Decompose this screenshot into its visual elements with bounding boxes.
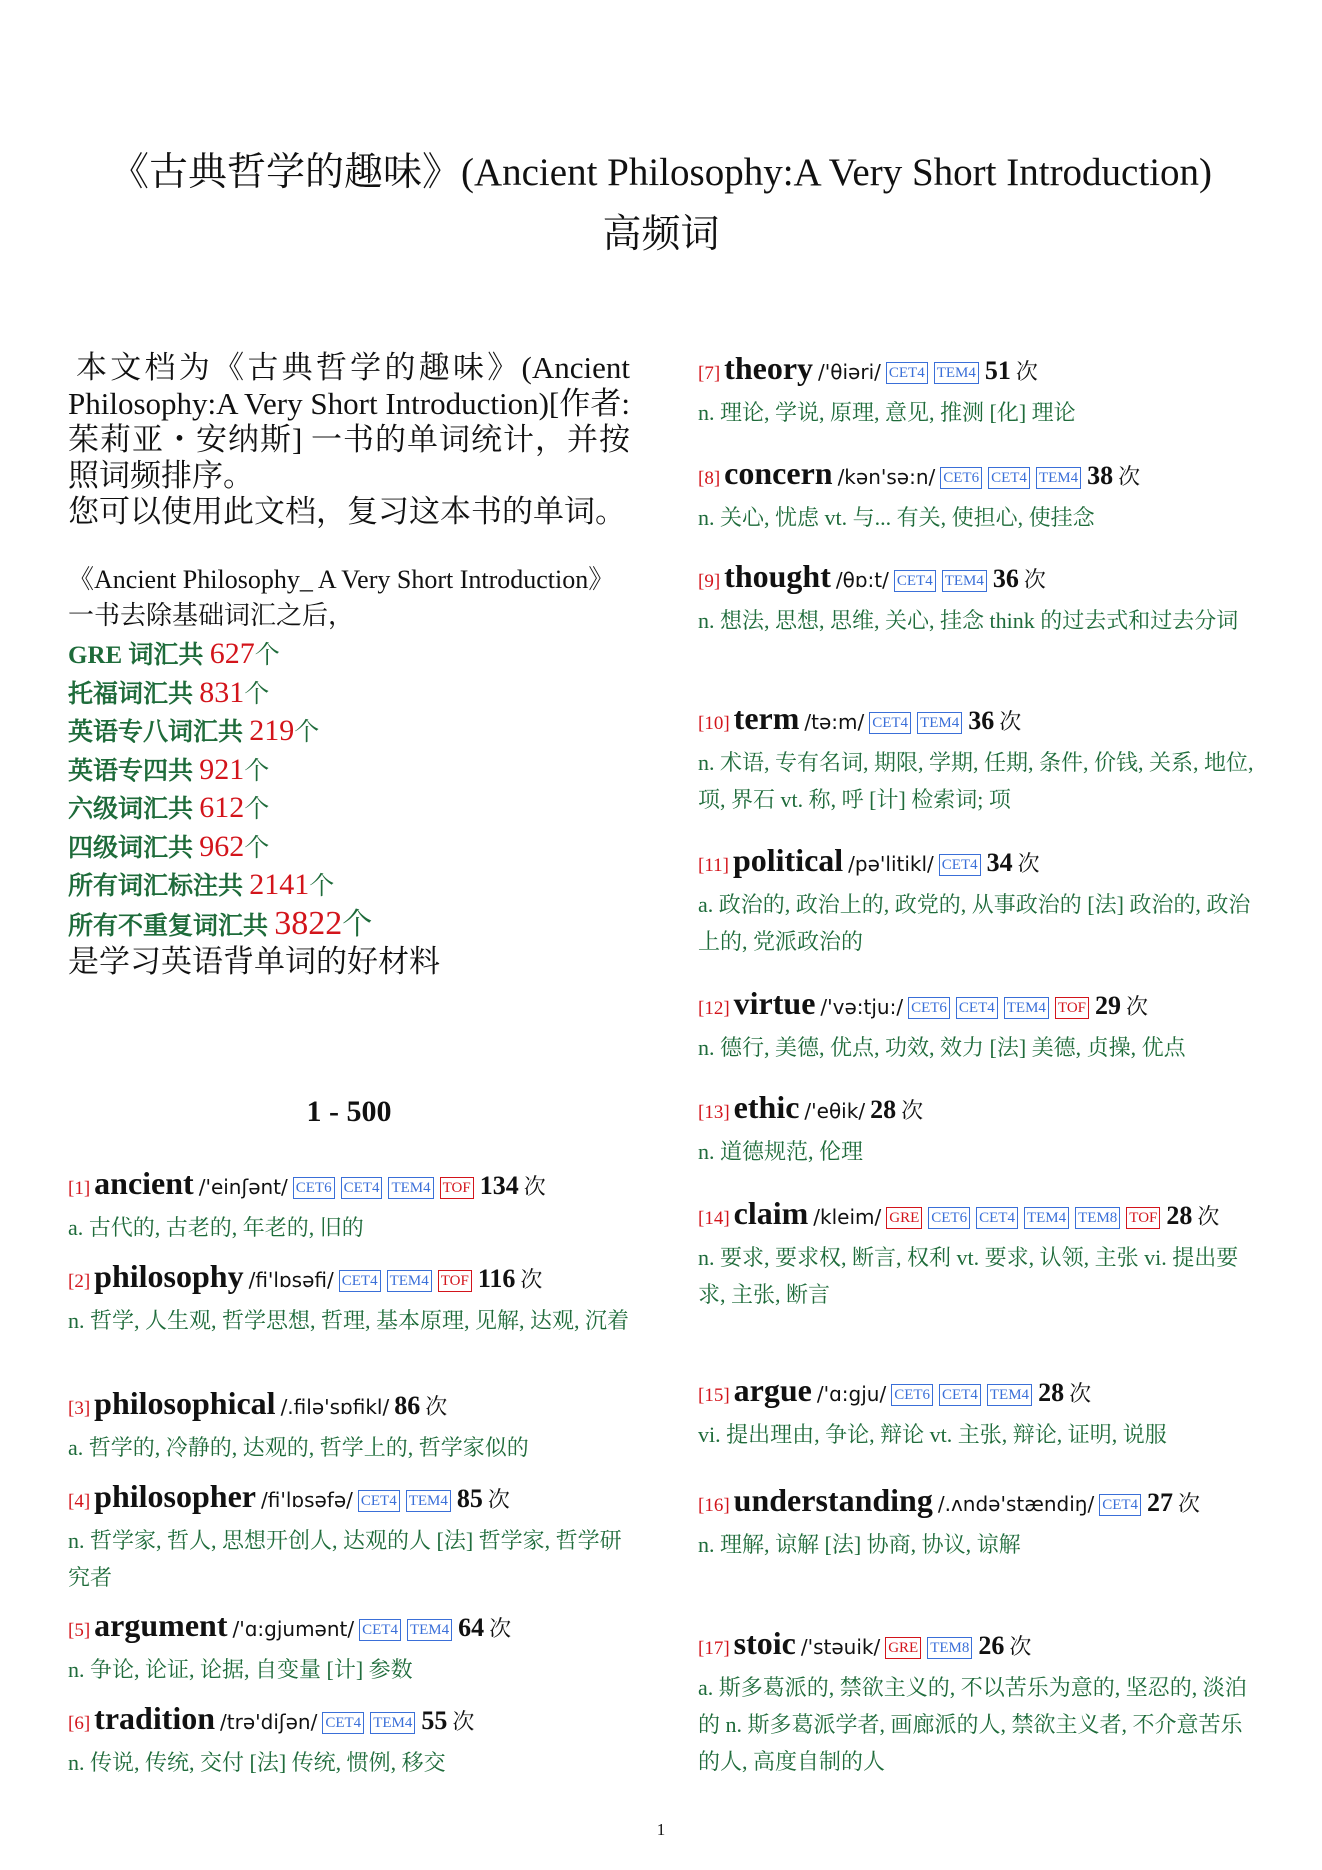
exam-tag: CET4: [939, 854, 981, 876]
intro-review-note: 您可以使用此文档，复习这本书的单词。: [68, 494, 626, 529]
exam-tag: CET6: [293, 1177, 335, 1199]
entry-phonetic: /'eθik/: [804, 1099, 866, 1123]
entry-frequency-unit: 次: [523, 1174, 546, 1199]
entry-frequency-unit: 次: [487, 1487, 510, 1512]
entry-phonetic: /fi'lɒsəfə/: [260, 1488, 353, 1512]
exam-tag: TOF: [438, 1270, 472, 1292]
word-entry: [698, 556, 1262, 639]
stat-unit: 个: [244, 680, 270, 708]
word-entry: [698, 1623, 1262, 1780]
entry-header: [698, 1193, 1262, 1239]
entry-frequency: 55: [421, 1706, 448, 1735]
entry-word: philosophical: [94, 1385, 276, 1421]
exam-tag: TOF: [1055, 997, 1089, 1019]
entry-word: virtue: [733, 985, 816, 1021]
entry-word: term: [733, 700, 800, 736]
word-entry: [698, 348, 1262, 431]
entry-phonetic: /'ɑ:gju/: [816, 1382, 887, 1406]
word-entry: [698, 983, 1262, 1066]
exam-tag: CET6: [908, 997, 950, 1019]
entry-phonetic: /pə'litikl/: [848, 852, 934, 876]
entry-frequency: 51: [984, 356, 1011, 385]
entry-definition: n. 道德规范, 伦理: [698, 1139, 864, 1164]
entry-definition: a. 斯多葛派的, 禁欲主义的, 不以苦乐为意的, 坚忍的, 淡泊的 n. 斯多葛派学者, 画廊派的人, 禁欲主义者, 不介意苦乐的人, 高度自制的人: [698, 1675, 1247, 1774]
exam-tag: TEM4: [388, 1177, 433, 1199]
entry-header: [698, 840, 1262, 886]
stat-value: 627: [209, 637, 255, 670]
entry-word: ethic: [733, 1089, 800, 1125]
stat-value: 219: [249, 714, 295, 747]
entry-phonetic: /tə:m/: [804, 710, 865, 734]
stat-tem4: [68, 752, 630, 791]
entry-phonetic: /.filə'sɒfikl/: [280, 1395, 390, 1419]
entry-frequency: 27: [1147, 1488, 1174, 1517]
exam-tag: TEM4: [917, 712, 962, 734]
entry-header: [698, 983, 1262, 1029]
entry-phonetic: /.ʌndə'stændiŋ/: [937, 1492, 1095, 1516]
entry-word: thought: [724, 558, 831, 594]
entry-header: [698, 1623, 1262, 1669]
entry-definition: n. 关心, 忧虑 vt. 与... 有关, 使担心, 使挂念: [698, 505, 1095, 530]
entry-frequency: 28: [1038, 1378, 1065, 1407]
entry-index: [16]: [698, 1495, 730, 1516]
entry-frequency-unit: 次: [489, 1616, 512, 1641]
stat-unit: 个: [309, 873, 335, 900]
word-entry: [68, 1383, 630, 1466]
exam-tag: TEM8: [927, 1637, 972, 1659]
entry-phonetic: /fi'lɒsəfi/: [248, 1268, 334, 1292]
intro-paragraph: 本文档为《古典哲学的趣味》(Ancient Philosophy:A Very Short Introduction)[作者: 茱莉亚・安纳斯] 一书的单词统计，并按照词频排序。: [68, 350, 630, 493]
entry-frequency: 86: [394, 1391, 421, 1420]
entry-frequency-unit: 次: [1023, 567, 1046, 592]
stat-unit: 个: [244, 834, 270, 862]
exam-tag: GRE: [886, 1207, 922, 1229]
exam-tag: CET4: [976, 1207, 1018, 1229]
range-heading: 1 - 500: [306, 1095, 392, 1128]
entry-index: [12]: [698, 998, 730, 1019]
exam-tag: CET4: [939, 1384, 981, 1406]
stat-unit: 个: [254, 642, 280, 669]
exam-tag: CET6: [940, 467, 982, 489]
entry-definition: a. 政治的, 政治上的, 政党的, 从事政治的 [法] 政治的, 政治上的, 党派政治的: [698, 892, 1251, 954]
word-entry: [698, 1087, 1262, 1170]
entry-word: philosophy: [94, 1258, 244, 1294]
entry-frequency: 36: [992, 564, 1019, 593]
word-entry: [68, 1605, 630, 1688]
exam-tag: CET6: [891, 1384, 933, 1406]
exam-tag: TEM4: [406, 1490, 451, 1512]
word-entry: [698, 1193, 1262, 1313]
entry-frequency: 134: [479, 1171, 519, 1200]
entry-definition: n. 传说, 传统, 交付 [法] 传统, 惯例, 移交: [68, 1750, 446, 1775]
title-line-1: 《古典哲学的趣味》(Ancient Philosophy:A Very Short Introduction): [109, 151, 1213, 194]
entry-header: [68, 1163, 630, 1209]
exam-tag: TEM4: [387, 1270, 432, 1292]
closing-line: 是学习英语背单词的好材料: [68, 944, 440, 979]
entry-phonetic: /'einʃənt/: [198, 1175, 288, 1199]
entry-frequency-unit: 次: [999, 709, 1022, 734]
entry-index: [1]: [68, 1178, 91, 1199]
stat-unit: 个: [342, 907, 373, 941]
stat-toefl: [68, 675, 630, 714]
stat-value: 612: [199, 791, 245, 824]
exam-tag: TEM4: [1004, 997, 1049, 1019]
entry-header: [68, 1698, 630, 1744]
entry-definition: n. 术语, 专有名词, 期限, 学期, 任期, 条件, 价钱, 关系, 地位, 项, 界石 vt. 称, 呼 [计] 检索词; 项: [698, 750, 1254, 812]
entry-definition: a. 哲学的, 冷静的, 达观的, 哲学上的, 哲学家似的: [68, 1435, 529, 1460]
entry-definition: a. 古代的, 古老的, 年老的, 旧的: [68, 1215, 364, 1240]
exam-tag: TEM4: [1036, 467, 1081, 489]
entry-index: [17]: [698, 1638, 730, 1659]
entry-phonetic: /kleim/: [813, 1205, 882, 1229]
word-entry: [698, 1480, 1262, 1563]
entry-phonetic: /θɒ:t/: [835, 568, 889, 592]
entry-word: claim: [733, 1195, 809, 1231]
word-entry: [698, 698, 1262, 818]
intro-stats-lead: 《Ancient Philosophy_ A Very Short Introduction》一书去除基础词汇之后，: [68, 565, 615, 630]
word-entry: [698, 840, 1262, 960]
entry-word: concern: [724, 455, 833, 491]
entry-header: [698, 698, 1262, 744]
entry-word: understanding: [733, 1482, 933, 1518]
entry-frequency-unit: 次: [1009, 1634, 1032, 1659]
entry-index: [5]: [68, 1620, 91, 1641]
entry-index: [9]: [698, 571, 721, 592]
entry-frequency: 38: [1087, 461, 1114, 490]
word-entry: [68, 1256, 630, 1339]
entry-header: [698, 453, 1262, 499]
word-entry: [68, 1698, 630, 1781]
entry-header: [698, 1370, 1262, 1416]
entry-frequency: 29: [1095, 991, 1122, 1020]
entry-word: theory: [724, 350, 814, 386]
entry-header: [698, 1480, 1262, 1526]
entry-header: [68, 1256, 630, 1302]
stat-label: GRE 词汇共: [68, 642, 204, 669]
entry-frequency: 64: [458, 1613, 485, 1642]
entry-phonetic: /'və:tju:/: [820, 995, 904, 1019]
stat-cet4: [68, 829, 630, 868]
exam-tag: TEM8: [1075, 1207, 1120, 1229]
stat-unit: 个: [244, 796, 270, 823]
entry-header: [68, 1383, 630, 1429]
entry-frequency: 36: [968, 706, 995, 735]
entry-word: tradition: [94, 1700, 216, 1736]
exam-tag: TEM4: [987, 1384, 1032, 1406]
entry-header: [698, 1087, 1262, 1133]
entry-definition: n. 哲学家, 哲人, 思想开创人, 达观的人 [法] 哲学家, 哲学研究者: [68, 1528, 622, 1590]
word-entry: [68, 1476, 630, 1596]
exam-tag: TEM4: [934, 362, 979, 384]
entry-definition: n. 德行, 美德, 优点, 功效, 效力 [法] 美德, 贞操, 优点: [698, 1035, 1186, 1060]
entry-word: political: [732, 842, 844, 878]
entry-index: [10]: [698, 713, 730, 734]
entry-definition: n. 哲学, 人生观, 哲学思想, 哲理, 基本原理, 见解, 达观, 沉着: [68, 1308, 630, 1333]
entry-phonetic: /kən'sə:n/: [837, 465, 936, 489]
entry-frequency-unit: 次: [1178, 1491, 1201, 1516]
exam-tag: TEM4: [407, 1619, 452, 1641]
entry-index: [7]: [698, 363, 721, 384]
entry-frequency: 34: [986, 848, 1013, 877]
exam-tag: CET4: [956, 997, 998, 1019]
stat-label: 英语专八词汇共: [68, 719, 244, 746]
entry-index: [13]: [698, 1102, 730, 1123]
entry-phonetic: /'θiəri/: [818, 360, 881, 384]
entry-index: [3]: [68, 1398, 91, 1419]
exam-tag: CET4: [359, 1619, 401, 1641]
stats-list: [68, 636, 630, 945]
exam-tag: CET4: [869, 712, 911, 734]
entry-index: [8]: [698, 468, 721, 489]
entry-frequency: 28: [870, 1095, 897, 1124]
exam-tag: GRE: [885, 1637, 921, 1659]
entry-frequency-unit: 次: [1197, 1204, 1220, 1229]
entry-header: [68, 1605, 630, 1651]
entry-frequency-unit: 次: [520, 1267, 543, 1292]
word-entry: [68, 1163, 630, 1246]
stat-value: 921: [199, 752, 245, 786]
entry-phonetic: /'stəuik/: [800, 1635, 881, 1659]
entry-word: ancient: [94, 1165, 194, 1201]
stat-label: 所有词汇标注共: [68, 873, 244, 900]
stat-label: 托福词汇共: [68, 680, 194, 708]
exam-tag: TEM4: [942, 570, 987, 592]
entry-word: argument: [94, 1607, 228, 1643]
exam-tag: CET4: [1099, 1494, 1141, 1516]
entry-index: [6]: [68, 1713, 91, 1734]
exam-tag: CET4: [988, 467, 1030, 489]
entry-definition: n. 争论, 论证, 论据, 自变量 [计] 参数: [68, 1657, 413, 1682]
exam-tag: CET4: [886, 362, 928, 384]
entry-header: [698, 556, 1262, 602]
exam-tag: CET4: [322, 1712, 364, 1734]
exam-tag: CET4: [894, 570, 936, 592]
entry-definition: vi. 提出理由, 争论, 辩论 vt. 主张, 辩论, 证明, 说服: [698, 1422, 1167, 1447]
stat-unique: [68, 906, 630, 946]
stat-label: 英语专四共: [68, 757, 194, 785]
entry-frequency-unit: 次: [1126, 994, 1149, 1019]
entry-word: philosopher: [94, 1478, 256, 1514]
exam-tag: CET4: [341, 1177, 383, 1199]
word-entry: [698, 1370, 1262, 1453]
stat-cet6: [68, 790, 630, 829]
entry-word: stoic: [733, 1625, 796, 1661]
entry-index: [15]: [698, 1385, 730, 1406]
stat-value: 831: [199, 675, 245, 709]
stat-value: 3822: [274, 904, 343, 942]
word-entry: [698, 453, 1262, 536]
exam-tag: CET4: [339, 1270, 381, 1292]
entry-definition: n. 理论, 学说, 原理, 意见, 推测 [化] 理论: [698, 400, 1076, 425]
entry-header: [68, 1476, 630, 1522]
stat-tem8: [68, 713, 630, 752]
entry-index: [2]: [68, 1271, 91, 1292]
exam-tag: CET6: [928, 1207, 970, 1229]
stat-value: 2141: [249, 868, 310, 901]
stat-gre: [68, 636, 630, 675]
entry-phonetic: /'ɑ:gjumənt/: [232, 1617, 355, 1641]
entry-index: [14]: [698, 1208, 730, 1229]
document-title: [0, 142, 1322, 266]
exam-tag: TOF: [1126, 1207, 1160, 1229]
entry-frequency-unit: 次: [1118, 464, 1141, 489]
stat-value: 962: [199, 829, 245, 863]
stat-label: 四级词汇共: [68, 834, 194, 862]
entry-index: [11]: [698, 855, 729, 876]
exam-tag: CET4: [358, 1490, 400, 1512]
entry-frequency-unit: 次: [1015, 359, 1038, 384]
entry-index: [4]: [68, 1491, 91, 1512]
entry-header: [698, 348, 1262, 394]
entry-frequency-unit: 次: [901, 1098, 924, 1123]
entry-definition: n. 要求, 要求权, 断言, 权利 vt. 要求, 认领, 主张 vi. 提出要求, 主张, 断言: [698, 1245, 1239, 1307]
exam-tag: TEM4: [1024, 1207, 1069, 1229]
entry-word: argue: [733, 1372, 812, 1408]
exam-tag: TEM4: [370, 1712, 415, 1734]
entry-definition: n. 理解, 谅解 [法] 协商, 协议, 谅解: [698, 1532, 1021, 1557]
entry-frequency: 116: [477, 1264, 516, 1293]
entry-frequency-unit: 次: [1017, 851, 1040, 876]
entry-frequency-unit: 次: [452, 1709, 475, 1734]
title-line-2: 高频词: [602, 213, 720, 256]
stat-unit: 个: [244, 757, 270, 785]
entry-definition: n. 想法, 思想, 思维, 关心, 挂念 think 的过去式和过去分词: [698, 608, 1239, 633]
entry-phonetic: /trə'diʃən/: [220, 1710, 318, 1734]
entry-frequency: 85: [456, 1484, 483, 1513]
entry-frequency: 28: [1166, 1201, 1193, 1230]
entry-frequency-unit: 次: [425, 1394, 448, 1419]
entry-frequency-unit: 次: [1069, 1381, 1092, 1406]
exam-tag: TOF: [440, 1177, 474, 1199]
entry-frequency: 26: [978, 1631, 1005, 1660]
stat-unit: 个: [294, 719, 320, 746]
stat-label: 六级词汇共: [68, 796, 194, 823]
stat-all-tagged: [68, 867, 630, 906]
intro-section: [68, 350, 630, 979]
stat-label: 所有不重复词汇共: [68, 912, 269, 940]
page-number: 1: [656, 1820, 666, 1839]
